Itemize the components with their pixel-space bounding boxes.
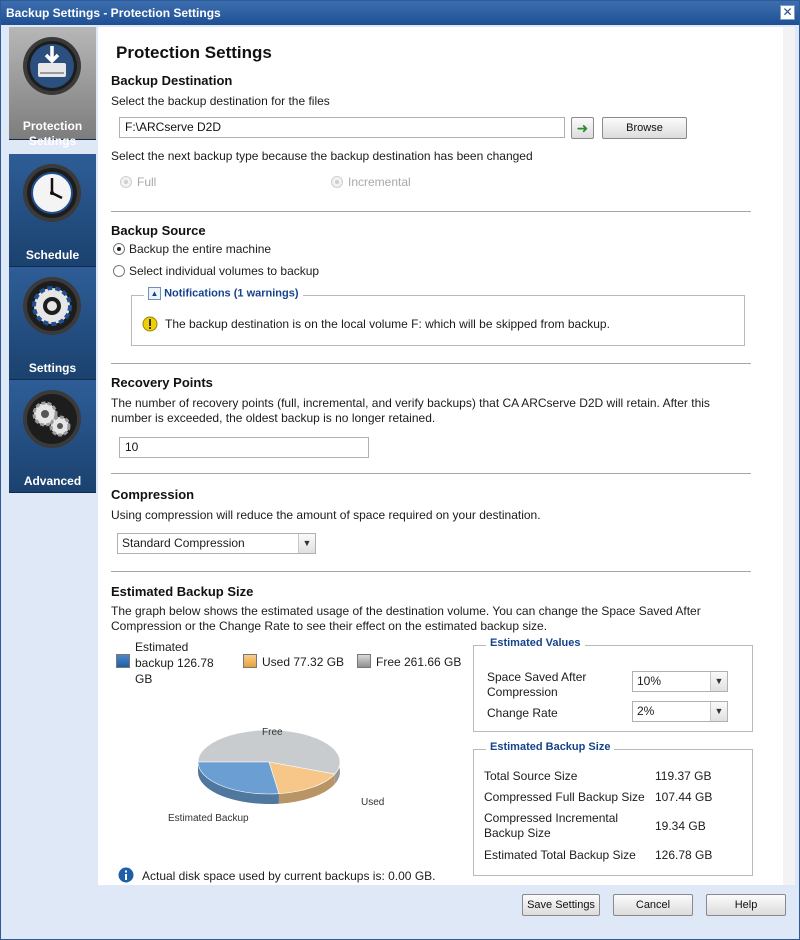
- sidebar-label-advanced: Advanced: [23, 474, 82, 488]
- pie-label-used: Used: [361, 797, 385, 808]
- estimated-values-panel: [473, 637, 753, 732]
- incremental-backup-value: 19.34 GB: [655, 819, 706, 833]
- go-arrow-icon[interactable]: ➜: [571, 117, 594, 139]
- estimate-desc: The graph below shows the estimated usage of the destination volume. You can change the Space Saved After Compression or the Change Rate to see their effect on the estimated backup size.: [111, 604, 701, 633]
- change-rate-value: 2%: [637, 704, 655, 718]
- settings-icon: [21, 275, 83, 337]
- content-panel: [98, 27, 783, 885]
- drive-download-icon: [21, 35, 83, 97]
- notifications-title: Notifications (1 warnings): [164, 287, 299, 300]
- destination-title: Backup Destination: [111, 73, 233, 88]
- warning-icon: [142, 316, 158, 332]
- sidebar-item-schedule[interactable]: [9, 154, 96, 267]
- divider: [111, 571, 751, 573]
- sidebar-item-settings[interactable]: [9, 267, 96, 380]
- estimate-title: Estimated Backup Size: [111, 584, 254, 599]
- destination-path-input[interactable]: F:\ARCserve D2D: [119, 117, 565, 138]
- estimated-usage-pie-chart: [138, 717, 398, 827]
- window-title: Backup Settings - Protection Settings: [6, 6, 221, 20]
- title-bar: [1, 1, 799, 25]
- sidebar-label-settings: Settings: [28, 361, 77, 375]
- cancel-button[interactable]: Cancel: [613, 894, 693, 916]
- scrollbar[interactable]: [783, 27, 795, 885]
- pie-label-free: Free: [262, 727, 283, 738]
- estimated-swatch: [116, 654, 130, 668]
- clock-icon: [21, 162, 83, 224]
- destination-desc: Select the backup destination for the files: [111, 94, 330, 108]
- source-title: Backup Source: [111, 223, 206, 238]
- divider: [111, 473, 751, 475]
- compression-select[interactable]: [117, 533, 316, 554]
- divider: [111, 211, 751, 213]
- close-icon[interactable]: ✕: [780, 5, 795, 20]
- individual-volumes-label: Select individual volumes to backup: [129, 264, 320, 278]
- change-rate-select[interactable]: [632, 701, 728, 722]
- legend-free: Free 261.66 GB: [376, 655, 462, 669]
- backup-type-desc: Select the next backup type because the backup destination has been changed: [111, 149, 533, 163]
- full-label: Full: [137, 175, 157, 189]
- sidebar-item-protection-settings[interactable]: [9, 27, 96, 148]
- pie-label-estimated: Estimated Backup: [168, 813, 249, 824]
- recovery-desc: The number of recovery points (full, incremental, and verify backups) that CA ARCserve D2D will retain. After this number is exceeded, the oldest backup is no longer retained.: [111, 396, 710, 425]
- total-source-value: 119.37 GB: [655, 769, 712, 783]
- legend-used: Used 77.32 GB: [262, 655, 345, 669]
- recovery-title: Recovery Points: [111, 375, 213, 390]
- actual-disk-text: Actual disk space used by current backups is: 0.00 GB.: [142, 869, 436, 883]
- compression-desc: Using compression will reduce the amount of space required on your destination.: [111, 508, 541, 522]
- divider: [111, 363, 751, 365]
- browse-button[interactable]: Browse: [602, 117, 687, 139]
- save-settings-button[interactable]: Save Settings: [522, 894, 600, 916]
- individual-volumes-radio[interactable]: [113, 265, 125, 277]
- sidebar-label-schedule: Schedule: [25, 248, 80, 262]
- total-source-label: Total Source Size: [484, 769, 578, 783]
- sidebar-label-protection: Protection Settings: [22, 119, 83, 148]
- gears-icon: [21, 388, 83, 450]
- change-rate-label: Change Rate: [487, 706, 558, 720]
- collapse-icon[interactable]: ▲: [148, 287, 161, 300]
- compression-selected: Standard Compression: [122, 536, 245, 550]
- space-saved-value: 10%: [637, 674, 662, 688]
- warning-text: The backup destination is on the local volume F: which will be skipped from backup.: [165, 317, 610, 331]
- notifications-legend: [144, 287, 303, 300]
- incremental-label: Incremental: [348, 175, 411, 189]
- chevron-down-icon[interactable]: ▼: [710, 672, 727, 691]
- space-saved-select[interactable]: [632, 671, 728, 692]
- sidebar-item-advanced[interactable]: [9, 380, 96, 493]
- full-backup-label: Compressed Full Backup Size: [484, 790, 645, 804]
- entire-machine-label: Backup the entire machine: [129, 242, 272, 256]
- chevron-down-icon[interactable]: ▼: [710, 702, 727, 721]
- page-title: Protection Settings: [116, 43, 272, 62]
- incremental-backup-label: Compressed Incremental Backup Size: [484, 811, 619, 840]
- estimated-size-title: Estimated Backup Size: [486, 741, 614, 753]
- help-button[interactable]: Help: [706, 894, 786, 916]
- total-backup-label: Estimated Total Backup Size: [484, 848, 636, 862]
- pie-slices: [198, 730, 340, 804]
- free-swatch: [357, 654, 371, 668]
- legend-estimated: Estimated backup 126.78 GB: [135, 640, 214, 686]
- recovery-points-input[interactable]: 10: [119, 437, 369, 458]
- incremental-radio[interactable]: [331, 176, 343, 188]
- space-saved-label: Space Saved After Compression: [487, 670, 587, 699]
- sidebar: [9, 27, 96, 887]
- compression-title: Compression: [111, 487, 195, 502]
- full-backup-value: 107.44 GB: [655, 790, 713, 804]
- info-icon: [118, 867, 134, 883]
- estimated-values-title: Estimated Values: [486, 637, 585, 649]
- footer-bar: [1, 885, 799, 939]
- chevron-down-icon[interactable]: ▼: [298, 534, 315, 553]
- notifications-panel: [131, 287, 745, 346]
- used-swatch: [243, 654, 257, 668]
- full-radio[interactable]: [120, 176, 132, 188]
- total-backup-value: 126.78 GB: [655, 848, 713, 862]
- estimated-size-panel: [473, 741, 753, 876]
- entire-machine-radio[interactable]: [113, 243, 125, 255]
